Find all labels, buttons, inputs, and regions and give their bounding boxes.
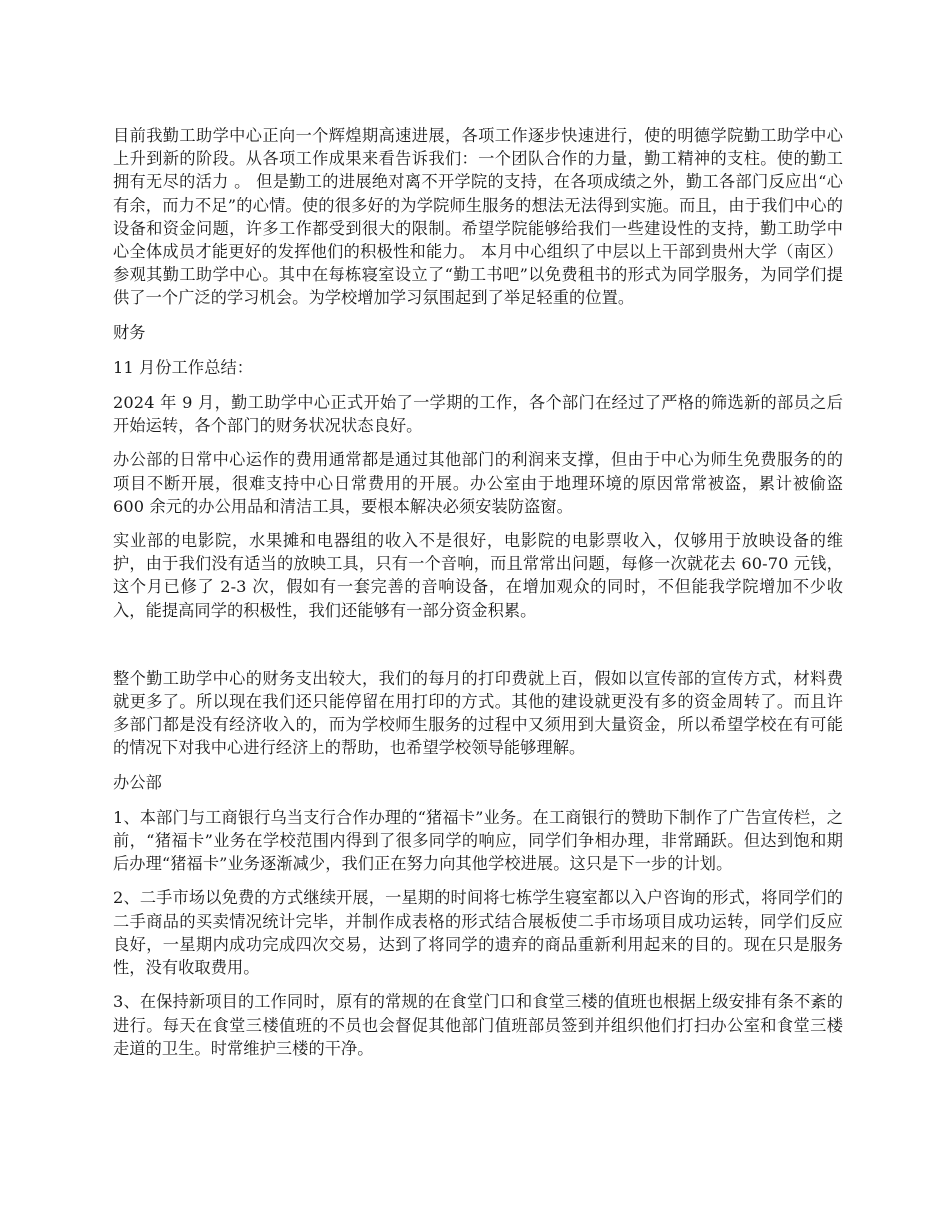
finance-paragraph-3: 实业部的电影院，水果摊和电器组的收入不是很好，电影院的电影票收入，仅够用于放映设备的维护，由于我们没有适当的放映工具，只有一个音响，而且常常出问题，每修一次就花去 60-70 元钱，这个月已修了 2-3 次，假如有一套完善的音响设备，在增加观众的同时，不但能我学院增加不少收入，能提高同学的积极性，我们还能够有一部分资金积累。 <box>113 531 843 620</box>
document-page <box>113 124 843 1071</box>
intro-paragraph: 目前我勤工助学中心正向一个辉煌期高速进展，各项工作逐步快速进行，使的明德学院勤工助学中心上升到新的阶段。从各项工作成果来看告诉我们：一个团队合作的力量，勤工精神的支柱。使的勤工拥有无尽的活力 。 但是勤工的进展绝对离不开学院的支持，在各项成绩之外，勤工各部门反应出“心有余，而力不足”的心情。使的很多好的为学院师生服务的想法无法得到实施。而且，由于我们中心的设备和资金问题，许多工作都受到很大的限制。希望学院能够给我们一些建设性的支持，勤工助学中心全体成员才能更好的发挥他们的积极性和能力。 本月中心组织了中层以上干部到贵州大学（南区）参观其勤工助学中心。其中在每栋寝室设立了“勤工书吧”以免费租书的形式为同学服务，为同学们提供了一个广泛的学习机会。为学校增加学习氛围起到了举足轻重的位置。 <box>113 126 843 308</box>
finance-paragraph-2: 办公部的日常中心运作的费用通常都是通过其他部门的利润来支撑，但由于中心为师生免费服务的的项目不断开展，很难支持中心日常费用的开展。办公室由于地理环境的原因常常被盗，累计被偷盗 600 余元的办公用品和清洁工具，要根本解决必须安装防盗窗。 <box>113 450 843 516</box>
finance-paragraph-1: 2024 年 9 月，勤工助学中心正式开始了一学期的工作，各个部门在经过了严格的筛选新的部员之后开始运转，各个部门的财务状况状态良好。 <box>113 393 843 436</box>
office-item-2: 2、二手市场以免费的方式继续开展，一星期的时间将七栋学生寝室都以入户咨询的形式，将同学们的二手商品的买卖情况统计完毕，并制作成表格的形式结合展板使二手市场项目成功运转，同学们反应良好，一星期内成功完成四次交易，达到了将同学的遗弃的商品重新利用起来的目的。现在只是服务性，没有收取费用。 <box>113 888 843 978</box>
office-heading: 办公部 <box>113 772 162 792</box>
office-item-3: 3、在保持新项目的工作同时，原有的常规的在食堂门口和食堂三楼的值班也根据上级安排有条不紊的进行。每天在食堂三楼值班的不员也会督促其他部门值班部员签到并组织他们打扫办公室和食堂三楼走道的卫生。时常维护三楼的干净。 <box>113 992 843 1058</box>
blank-line <box>113 633 843 667</box>
finance-paragraph-4: 整个勤工助学中心的财务支出较大，我们的每月的打印费就上百，假如以宣传部的宣传方式，材料费就更多了。所以现在我们还只能停留在用打印的方式。其他的建设就更没有多的资金周转了。而且许多部门都是没有经济收入的，而为学校师生服务的过程中又须用到大量资金，所以希望学校在有可能的情况下对我中心进行经济上的帮助，也希望学校领导能够理解。 <box>113 668 843 758</box>
monthly-summary-heading: 11 月份工作总结： <box>113 357 254 377</box>
finance-heading: 财务 <box>113 322 146 342</box>
office-item-1: 1、本部门与工商银行乌当支行合作办理的“猪福卡”业务。在工商银行的赞助下制作了广告宣传栏，之前，“猪福卡”业务在学校范围内得到了很多同学的响应，同学们争相办理，非常踊跃。但达到饱和期后办理“猪福卡”业务逐渐减少，我们正在努力向其他学校进展。这只是下一步的计划。 <box>113 807 843 874</box>
